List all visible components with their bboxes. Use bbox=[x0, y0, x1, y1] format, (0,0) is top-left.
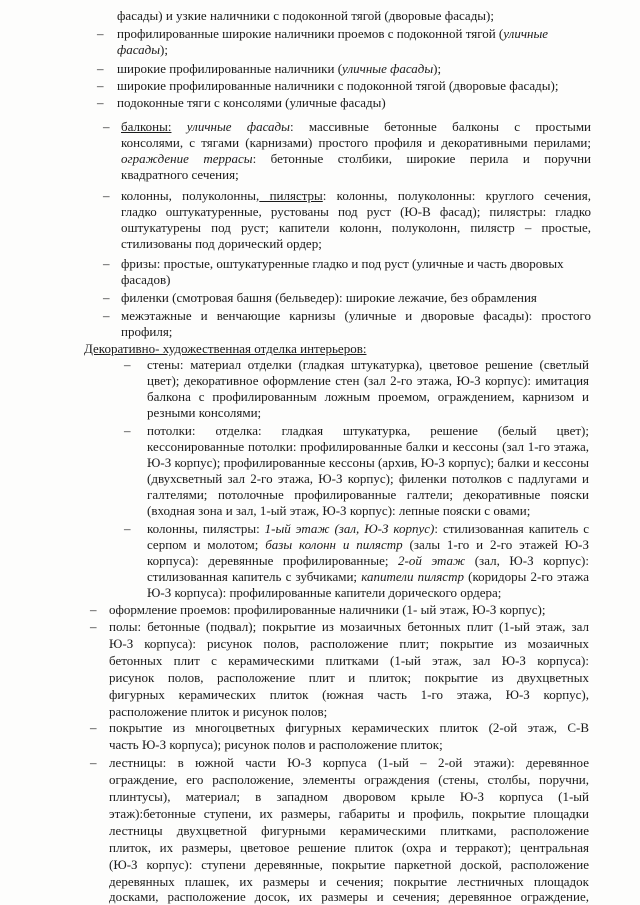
list-marker: – bbox=[124, 357, 131, 372]
text-line: рисунок полов, расположение плит и плиток; покрытие из двухцветных bbox=[109, 670, 589, 685]
text-line: расположение плиток и рисунок полов; bbox=[109, 704, 328, 719]
list-marker: – bbox=[103, 308, 110, 323]
text-line: (двухсветный зал 2-го этажа, Ю-З корпус); филенки потолков с падлугами и bbox=[147, 471, 589, 486]
text-line: этаж):бетонные ступени, их размеры, габариты и профиль, покрытие площадки bbox=[109, 806, 589, 821]
text-line: межэтажные и венчающие карнизы (уличные и дворовые фасады): простого bbox=[121, 308, 591, 323]
text-line: профилированные широкие наличники проемов с подоконной тягой (уличные bbox=[117, 26, 549, 41]
text-line: оштукатурены под руст; капители колонн, полуколонн, пилястр – простые, bbox=[121, 220, 591, 235]
list-marker: – bbox=[124, 521, 131, 536]
text-line: балконы: уличные фасады: массивные бетонные балконы с простыми bbox=[121, 119, 591, 134]
list-marker: – bbox=[90, 619, 97, 634]
text-line: деревянных плашек, их размеры и сечения; покрытие лестничных площадок bbox=[109, 874, 589, 889]
text-line: широкие профилированные наличники с подоконной тягой (дворовые фасады); bbox=[117, 78, 559, 93]
text-line: гладко оштукатуренные, рустованы под руст (Ю-В фасад); пилястры: гладко bbox=[121, 204, 591, 219]
list-marker: – bbox=[97, 95, 104, 110]
text-line: квадратного сечения; bbox=[121, 167, 239, 182]
text-line: кессонированные потолки: профилированные балки и кессоны (зал 1-го этажа, bbox=[147, 439, 589, 454]
text-line: бетонных плит с керамическими плитками (1-ый этаж, зал Ю-З корпуса): bbox=[109, 653, 589, 668]
text-line: часть Ю-З корпуса); рисунок полов и расположение плиток; bbox=[109, 737, 443, 752]
text-line: фризы: простые, оштукатуренные гладко и под руст (уличные и часть дворовых bbox=[121, 256, 564, 271]
text-line: стены: материал отделки (гладкая штукатурка), цветовое решение (светлый bbox=[147, 357, 589, 372]
text-line: резными консолями; bbox=[147, 405, 262, 420]
text-line: фасады); bbox=[117, 42, 168, 57]
list-marker: – bbox=[90, 602, 97, 617]
text-line: плинтусы), материал; в западном дворовом крыле Ю-З корпуса (1-ый bbox=[109, 789, 589, 804]
list-marker: – bbox=[103, 290, 110, 305]
text-line: оформление проемов: профилированные наличники (1- ый этаж, Ю-З корпус); bbox=[109, 602, 546, 617]
text-line: покрытие из многоцветных фигурных керамических плиток (2-ой этаж, С-В bbox=[109, 720, 589, 735]
text-line: стилизованы под дорический ордер; bbox=[121, 236, 322, 251]
text-line: серпом и молотом; базы колонн и пилястр (залы 1-го и 2-го этажей Ю-З bbox=[147, 537, 589, 552]
list-marker: – bbox=[103, 256, 110, 271]
list-marker: – bbox=[124, 423, 131, 438]
text-line: Ю-З корпуса): рисунок полов, расположение плит; покрытие из мозаичных bbox=[109, 636, 589, 651]
text-line: широкие профилированные наличники (уличные фасады); bbox=[117, 61, 442, 76]
list-marker: – bbox=[97, 61, 104, 76]
text-line: цвет); декоративное оформление стен (зал 2-го этажа, Ю-З корпус): имитация bbox=[147, 373, 589, 388]
list-marker: – bbox=[103, 119, 110, 134]
list-marker: – bbox=[90, 720, 97, 735]
text-line: потолки: отделка: гладкая штукатурка, решение (белый цвет); bbox=[147, 423, 589, 438]
text-line: ограждение, его расположение, элементы ограждения (стены, столбы, поручни, bbox=[109, 772, 589, 787]
text-line: консолями, с тягами (карнизами) простого профиля и декоративными перилами; bbox=[121, 135, 591, 150]
text-line: досками, расположение досок, их размеры и сечения; деревянное ограждение, bbox=[109, 889, 589, 904]
list-marker: – bbox=[90, 755, 97, 770]
text-line: полы: бетонные (подвал); покрытие из мозаичных бетонных плит (1-ый этаж, зал bbox=[109, 619, 589, 634]
text-line: Ю-З корпуса): профилированные капители дорического ордера; bbox=[147, 585, 502, 600]
list-marker: – bbox=[97, 78, 104, 93]
text-line: галтелями; потолочные профилированные галтели; декоративные пояски bbox=[147, 487, 589, 502]
text-line: плиток, их размеры, цветовое решение плиток (охра и терракот); центральная bbox=[109, 840, 589, 855]
text-line: лестницы двухцветной фигурными керамическими плитками, расположение bbox=[109, 823, 589, 838]
text-line: Ю-З корпус); профилированные кессоны (архив, Ю-З корпус); балки и кессоны bbox=[147, 455, 589, 470]
text-line: ограждение террасы: бетонные столбики, широкие перила и поручни bbox=[121, 151, 591, 166]
text-line: колонны, пилястры: 1-ый этаж (зал, Ю-З корпус): стилизованная капитель с bbox=[147, 521, 589, 536]
section-heading: Декоративно- художественная отделка интерьеров: bbox=[84, 341, 367, 356]
text-line: лестницы: в южной части Ю-З корпуса (1-ый – 2-ой этажи): деревянное bbox=[109, 755, 589, 770]
text-line: балкона с профилированным ложным проемом, ограждением, карнизом и bbox=[147, 389, 589, 404]
text-line: профиля; bbox=[121, 324, 173, 339]
text-line: филенки (смотровая башня (бельведер): широкие лежачие, без обрамления bbox=[121, 290, 537, 305]
text-line: (Ю-З корпус): ступени деревянные, покрытие паркетной доской, расположение bbox=[109, 857, 589, 872]
text-line: стилизованная капитель с зубчиками; капители пилястр (коридоры 2-го этажа bbox=[147, 569, 589, 584]
text-line: фигурных керамических плиток (южная часть 1-го этажа, Ю-З корпус), bbox=[109, 687, 589, 702]
text-line: корпуса): деревянные профилированные; 2-ой этаж (зал, Ю-З корпус): bbox=[147, 553, 589, 568]
text-line: подоконные тяги с консолями (уличные фасады) bbox=[117, 95, 386, 110]
text-line: фасады) и узкие наличники с подоконной тягой (дворовые фасады); bbox=[117, 8, 494, 23]
list-marker: – bbox=[97, 26, 104, 41]
text-line: фасадов) bbox=[121, 272, 171, 287]
text-line: (входная зона и зал, 1-ый этаж, Ю-З корпус): лепные пояски с овами; bbox=[147, 503, 531, 518]
list-marker: – bbox=[103, 188, 110, 203]
text-line: колонны, полуколонны, пилястры: колонны, полуколонны: круглого сечения, bbox=[121, 188, 591, 203]
